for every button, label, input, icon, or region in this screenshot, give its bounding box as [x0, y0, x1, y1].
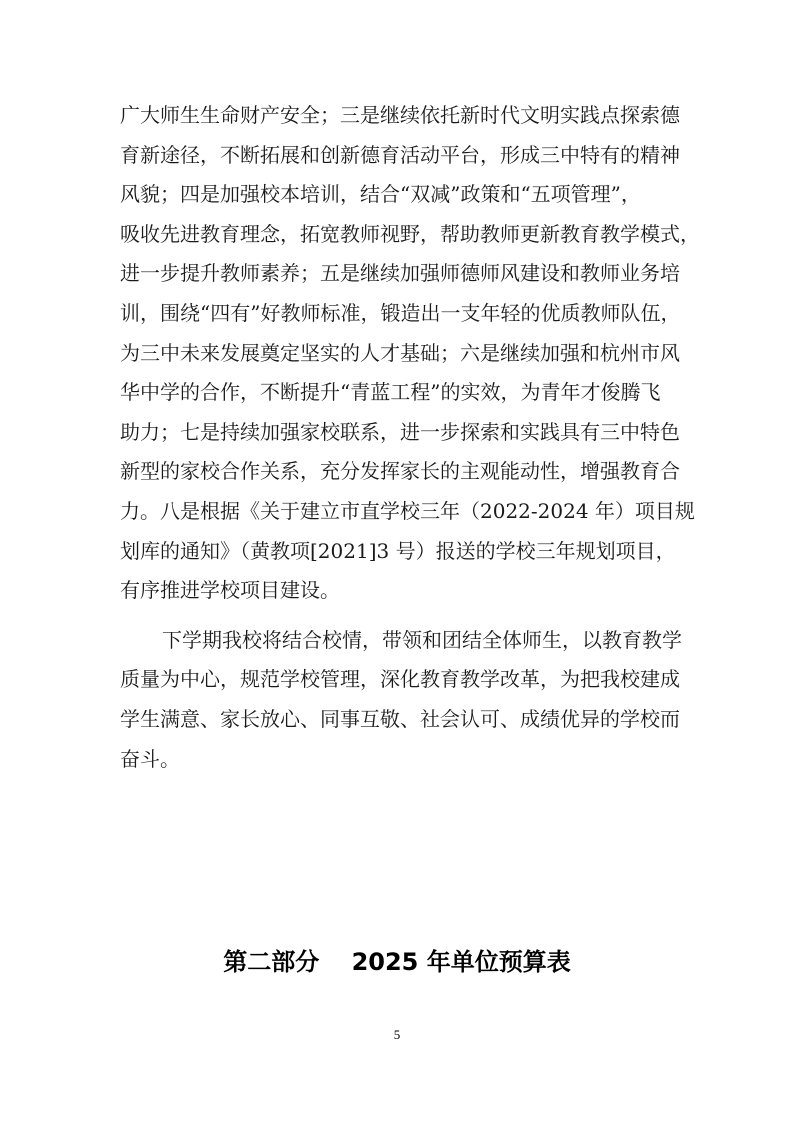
paragraph-line: 为三中未来发展奠定坚实的人才基础；六是继续加强和杭州市风 [120, 340, 680, 365]
paragraph-line: 有序推进学校项目建设。 [120, 578, 340, 603]
paragraph-line: 广大师生生命财产安全；三是继续依托新时代文明实践点探索德 [120, 103, 680, 127]
paragraph-2 [120, 621, 690, 779]
paragraph-line: 奋斗。 [120, 746, 180, 771]
paragraph-line: 风貌；四是加强校本培训，结合“双减”政策和“五项管理”， [120, 182, 641, 207]
paragraph-line: 华中学的合作，不断提升“青蓝工程”的实效，为青年才俊腾飞 [120, 380, 661, 405]
page-number: 5 [393, 1027, 401, 1042]
paragraph-line: 新型的家校合作关系，充分发挥家长的主观能动性，增强教育合 [120, 459, 680, 484]
paragraph-line: 划库的通知》（黄教项[2021]3 号）报送的学校三年规划项目， [120, 538, 676, 563]
paragraph-line: 进一步提升教师素养；五是继续加强师德师风建设和教师业务培 [120, 261, 680, 286]
paragraph-line: 下学期我校将结合校情，带领和团结全体师生，以教育教学 [162, 627, 682, 652]
paragraph-line: 助力；七是持续加强家校联系，进一步探索和实践具有三中特色 [120, 419, 680, 444]
paragraph-line: 训，围绕“四有”好教师标准，锻造出一支年轻的优质教师队伍， [120, 300, 681, 325]
body-text [120, 96, 700, 779]
paragraph-1 [120, 96, 700, 611]
paragraph-line: 吸收先进教育理念，拓宽教师视野，帮助教师更新教育教学模式， [120, 221, 700, 246]
paragraph-line: 学生满意、家长放心、同事互敬、社会认可、成绩优异的学校而 [120, 706, 680, 731]
paragraph-line: 力。八是根据《关于建立市直学校三年（2022-2024 年）项目规 [120, 498, 695, 523]
paragraph-gap [120, 611, 690, 621]
section-title: 第二部分 2025 年单位预算表 [223, 948, 571, 976]
paragraph-line: 质量为中心，规范学校管理，深化教育教学改革，为把我校建成 [120, 667, 680, 692]
paragraph-line: 育新途径，不断拓展和创新德育活动平台，形成三中特有的精神 [120, 142, 680, 167]
